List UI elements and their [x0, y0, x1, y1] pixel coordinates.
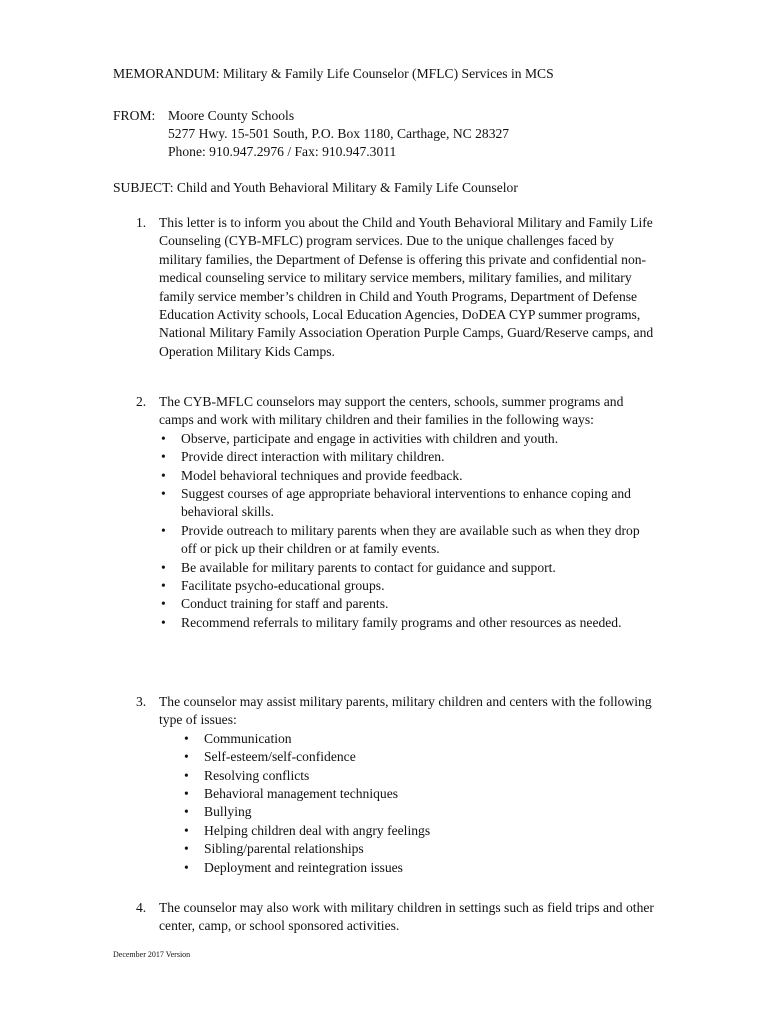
bullet-item: • Provide outreach to military parents when they are available such as when they drop off or pick up their children or at family events.: [159, 522, 656, 559]
from-address: 5277 Hwy. 15-501 South, P.O. Box 1180, Carthage, NC 28327: [168, 126, 510, 141]
from-org: Moore County Schools: [168, 108, 295, 123]
from-label: FROM:: [113, 108, 156, 123]
item-text: The CYB-MFLC counselors may support the centers, schools, summer programs and camps and work with military children and their families in the following ways:: [159, 394, 624, 428]
bullet-item: • Provide direct interaction with military children.: [159, 448, 656, 466]
list-item-2: [136, 393, 656, 632]
bullet-item: • Suggest courses of age appropriate behavioral interventions to enhance coping and behavioral skills.: [159, 485, 656, 522]
bullet-item: • Be available for military parents to contact for guidance and support.: [159, 559, 656, 577]
memo-title: MEMORANDUM: Military & Family Life Counselor (MFLC) Services in MCS: [113, 66, 554, 81]
bullet-item: • Helping children deal with angry feelings: [159, 822, 656, 840]
list-item-4: [136, 899, 656, 936]
list-item-3: [136, 693, 656, 877]
item-text: This letter is to inform you about the Child and Youth Behavioral Military and Family Life Counseling (CYB-MFLC) program services. Due to the unique challenges faced by military families, the Department of Defense is offering this private and confidential non-medical counseling service to military service members, military families, and military family service member’s children in Child and Youth Programs, Department of Defense Education Activity schools, Local Education Agencies, DoDEA CYP summer programs, National Military Family Association Operation Purple Camps, Guard/Reserve camps, and Operation Military Kids Camps.: [159, 215, 654, 359]
bullet-item: • Facilitate psycho-educational groups.: [159, 577, 656, 595]
subject-line: SUBJECT: Child and Youth Behavioral Military & Family Life Counselor: [113, 180, 518, 195]
bullet-list: [159, 430, 656, 632]
item-text: The counselor may also work with military children in settings such as field trips and other center, camp, or school sponsored activities.: [159, 900, 654, 934]
bullet-item: • Self-esteem/self-confidence: [159, 748, 656, 766]
item-number: 1.: [136, 215, 147, 230]
bullet-item: • Deployment and reintegration issues: [159, 859, 656, 877]
bullet-item: • Model behavioral techniques and provide feedback.: [159, 467, 656, 485]
list-item-1: [136, 214, 656, 361]
bullet-item: • Behavioral management techniques: [159, 785, 656, 803]
item-number: 3.: [136, 694, 147, 709]
from-block: [113, 107, 509, 161]
bullet-item: • Observe, participate and engage in activities with children and youth.: [159, 430, 656, 448]
bullet-item: • Communication: [159, 730, 656, 748]
item-number: 2.: [136, 394, 147, 409]
footer-version: December 2017 Version: [113, 950, 191, 959]
bullet-item: • Sibling/parental relationships: [159, 840, 656, 858]
bullet-item: • Conduct training for staff and parents.: [159, 595, 656, 613]
from-phone: Phone: 910.947.2976 / Fax: 910.947.3011: [168, 144, 397, 159]
item-text: The counselor may assist military parents, military children and centers with the following type of issues:: [159, 694, 652, 728]
bullet-item: • Bullying: [159, 803, 656, 821]
bullet-list: [159, 730, 656, 877]
bullet-item: • Resolving conflicts: [159, 767, 656, 785]
item-number: 4.: [136, 900, 147, 915]
bullet-item: • Recommend referrals to military family programs and other resources as needed.: [159, 614, 656, 632]
